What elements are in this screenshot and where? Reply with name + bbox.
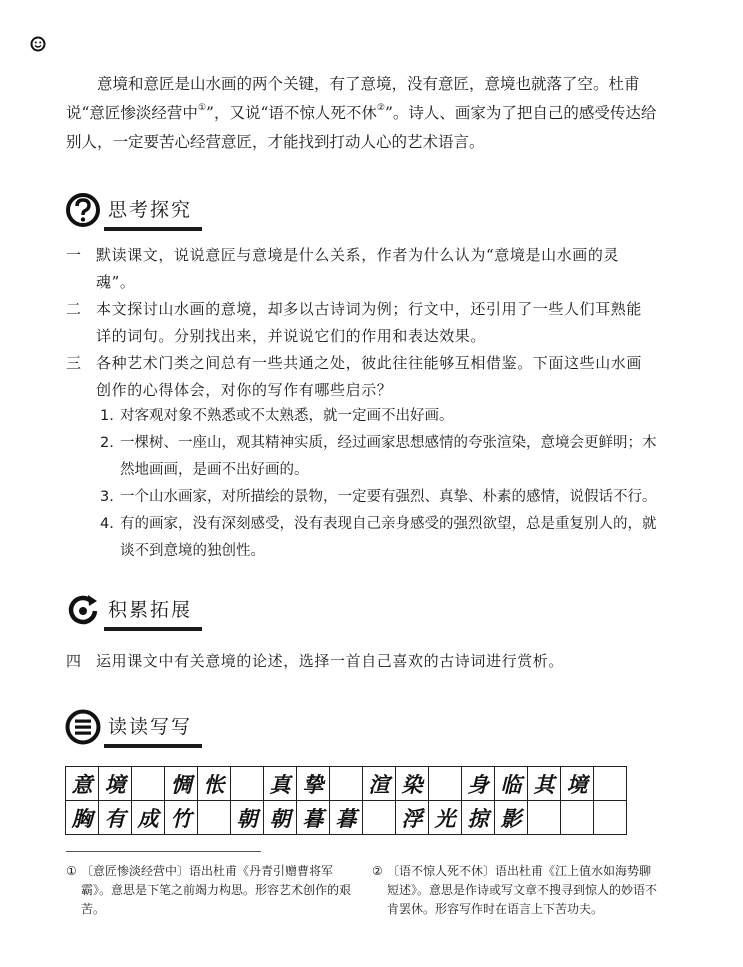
- footnote-1: [66, 862, 356, 919]
- question-number: 四: [66, 652, 82, 670]
- word-cell: 境: [561, 767, 594, 801]
- list-circle-icon: [64, 708, 102, 746]
- footnote-divider: [66, 851, 261, 852]
- word-cell: [231, 767, 264, 801]
- sub-item-number: 1.: [100, 408, 114, 424]
- word-cell: 真: [264, 767, 297, 801]
- section-heading-thinking: [64, 190, 192, 230]
- sub-item-number: 3.: [100, 489, 114, 505]
- word-cell: 有: [99, 801, 132, 835]
- footnote-ref-1[interactable]: ①: [197, 103, 207, 113]
- question-text: 默读课文，说说意匠与意境是什么关系，作者为什么认为“意境是山水画的灵魂”。: [96, 246, 620, 291]
- word-cell: 染: [396, 767, 429, 801]
- word-cell: [363, 801, 396, 835]
- word-cell: [429, 767, 462, 801]
- word-cell: [594, 767, 627, 801]
- word-cell: 成: [132, 801, 165, 835]
- question-number: 二: [66, 300, 82, 318]
- footnote-marker: ①: [66, 864, 77, 878]
- word-cell: 临: [495, 767, 528, 801]
- word-cell: 朝: [231, 801, 264, 835]
- section-heading-accumulate: [64, 590, 192, 630]
- word-cell: 胸: [66, 801, 99, 835]
- sub-item-text: 一个山水画家，对所描绘的景物，一定要有强烈、真挚、朴素的感情，说假话不行。: [120, 489, 657, 505]
- section-title: 思考探究: [108, 195, 192, 226]
- sub-item: [100, 430, 660, 484]
- question-number: 三: [66, 354, 82, 372]
- section-title: 读读写写: [108, 712, 192, 743]
- question-item: [66, 350, 656, 404]
- sub-item-number: 2.: [100, 435, 114, 451]
- word-cell: 其: [528, 767, 561, 801]
- refresh-arrow-icon: [64, 591, 102, 629]
- word-grid-row: [66, 767, 627, 801]
- word-cell: 影: [495, 801, 528, 835]
- footnote-ref-2[interactable]: ②: [376, 103, 385, 113]
- word-cell: 怅: [198, 767, 231, 801]
- footnote-text: 〔语不惊人死不休〕语出杜甫《江上值水如海势聊短述》。意思是作诗或写文章不搜寻到惊人的妙语不肯罢休。形容写作时在语言上下苦功夫。: [387, 864, 658, 916]
- smiley-icon: [30, 36, 46, 52]
- word-cell: [528, 801, 561, 835]
- word-cell: [561, 801, 594, 835]
- question-mark-icon: [64, 191, 102, 229]
- sub-item-text: 对客观对象不熟悉或不太熟悉，就一定画不出好画。: [120, 408, 454, 424]
- word-cell: 竹: [165, 801, 198, 835]
- footnote-2: [372, 862, 662, 919]
- word-cell: 挚: [297, 767, 330, 801]
- word-cell: 浮: [396, 801, 429, 835]
- sub-item-text: 有的画家，没有深刻感受，没有表现自己亲身感受的强烈欲望，总是重复别人的，就谈不到意境的独创性。: [120, 516, 657, 559]
- word-grid: [65, 766, 627, 835]
- question-item: [66, 648, 656, 675]
- sub-item: [100, 511, 660, 565]
- footnote-text: 〔意匠惨淡经营中〕语出杜甫《丹青引赠曹将军霸》。意思是下笔之前竭力构思。形容艺术创作的艰苦。: [81, 864, 352, 916]
- word-cell: [330, 767, 363, 801]
- word-cell: 身: [462, 767, 495, 801]
- word-cell: [594, 801, 627, 835]
- footnote-marker: ②: [372, 864, 383, 878]
- intro-paragraph: 意境和意匠是山水画的两个关键，有了意境，没有意匠，意境也就落了空。杜甫说“意匠惨淡经营中①”，又说“语不惊人死不休②”。诗人、画家为了把自己的感受传达给别人，一定要苦心经营意匠，才能找到打动人心的艺术语言。: [66, 75, 657, 151]
- word-cell: 渲: [363, 767, 396, 801]
- question-number: 一: [66, 246, 82, 264]
- word-cell: [132, 767, 165, 801]
- word-cell: 意: [66, 767, 99, 801]
- sub-item-text: 一棵树、一座山，观其精神实质，经过画家思想感情的夸张渲染，意境会更鲜明；木然地画画，是画不出好画的。: [120, 435, 657, 478]
- word-cell: 暮: [330, 801, 363, 835]
- question-item: [66, 296, 656, 350]
- question-text: 各种艺术门类之间总有一些共通之处，彼此往往能够互相借鉴。下面这些山水画创作的心得体会，对你的写作有哪些启示？: [96, 354, 643, 399]
- question-item: [66, 242, 656, 296]
- sub-item: [100, 484, 660, 511]
- word-cell: 暮: [297, 801, 330, 835]
- word-grid-row: [66, 801, 627, 835]
- word-cell: 朝: [264, 801, 297, 835]
- question-text: 运用课文中有关意境的论述，选择一首自己喜欢的古诗词进行赏析。: [96, 652, 565, 670]
- section-heading-read-write: [64, 707, 192, 747]
- question-text: 本文探讨山水画的意境，却多以古诗词为例；行文中，还引用了一些人们耳熟能详的词句。分别找出来，并说说它们的作用和表达效果。: [96, 300, 643, 345]
- sub-item: [100, 403, 660, 430]
- sub-item-number: 4.: [100, 516, 114, 532]
- word-cell: 境: [99, 767, 132, 801]
- word-cell: 惆: [165, 767, 198, 801]
- word-cell: 掠: [462, 801, 495, 835]
- word-cell: [198, 801, 231, 835]
- section-title: 积累拓展: [108, 595, 192, 626]
- word-cell: 光: [429, 801, 462, 835]
